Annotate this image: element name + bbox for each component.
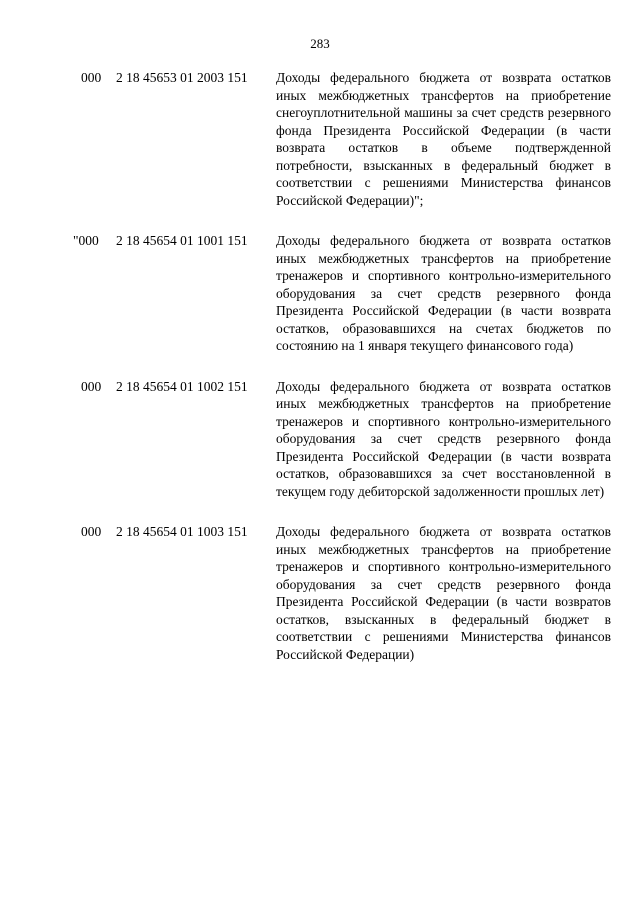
income-description: Доходы федерального бюджета от возврата остатков иных межбюджетных трансфертов на приобретение тренажеров и спортивного контрольно-измерительного оборудования за счет средств резервного фонда Президента Российской Федерации (в части возврата остатков, образовавшихся на счетах бюджетов по состоянию на 1 января текущего финансового года) <box>276 233 611 353</box>
admin-code: 000 <box>81 524 102 539</box>
budget-code: 2 18 45653 01 2003 151 <box>116 70 248 85</box>
page-number: 283 <box>310 36 330 51</box>
income-description: Доходы федерального бюджета от возврата остатков иных межбюджетных трансфертов на приобретение тренажеров и спортивного контрольно-измерительного оборудования за счет средств резервного фонда Президента Российской Федерации (в части возврата остатков, образовавшихся за счет восстановленной в текущем году дебиторской задолженности прошлых лет) <box>276 378 611 499</box>
budget-code: 2 18 45654 01 1001 151 <box>116 233 248 248</box>
budget-code: 2 18 45654 01 1002 151 <box>116 378 248 394</box>
admin-code: 000 <box>81 70 102 85</box>
table-row <box>0 232 640 355</box>
table-row <box>0 378 640 501</box>
budget-codes-table <box>0 69 640 686</box>
budget-code: 2 18 45654 01 1003 151 <box>116 524 248 539</box>
income-description: Доходы федерального бюджета от возврата остатков иных межбюджетных трансфертов на приобретение тренажеров и спортивного контрольно-измерительного оборудования за счет средств резервного фонда Президента Российской Федерации (в части возвратов остатков, взысканных в федеральный бюджет в соответствии с решениями Министерства финансов Российской Федерации) <box>276 524 611 662</box>
income-description: Доходы федерального бюджета от возврата остатков иных межбюджетных трансфертов на приобретение снегоуплотнительной машины за счет средств резервного фонда Президента Российской Федерации (в части возврата остатков в объеме подтвержденной потребности, взысканных в федеральный бюджет в соответствии с решениями Министерства финансов Российской Федерации)"; <box>276 70 611 208</box>
table-row <box>0 69 640 209</box>
table-row <box>0 523 640 663</box>
admin-code: 000 <box>81 378 102 394</box>
admin-code: "000 <box>73 233 99 248</box>
